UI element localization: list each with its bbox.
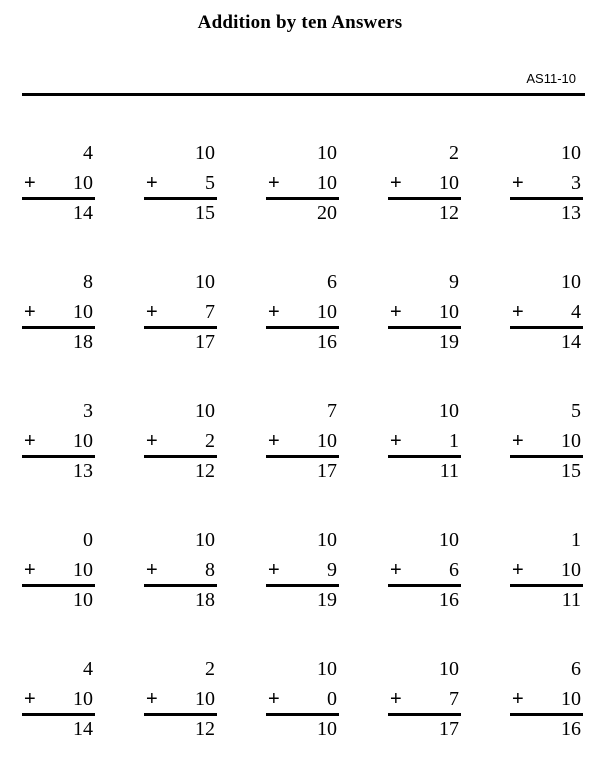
addend-top: 10 <box>195 529 215 551</box>
addition-problem <box>22 657 95 747</box>
addend-bottom: 10 <box>317 430 337 452</box>
sum-answer: 17 <box>317 460 337 482</box>
addend-bottom: 10 <box>439 172 459 194</box>
sum-line <box>144 584 217 587</box>
sum-answer: 15 <box>195 202 215 224</box>
addend-top: 1 <box>571 529 581 551</box>
addend-bottom: 10 <box>561 430 581 452</box>
addition-problem <box>266 270 339 360</box>
addition-problem <box>266 528 339 618</box>
addition-problem <box>510 399 583 489</box>
sum-line <box>22 713 95 716</box>
sum-line <box>388 197 461 200</box>
sum-answer: 20 <box>317 202 337 224</box>
addend-top: 10 <box>317 658 337 680</box>
addition-problem <box>22 528 95 618</box>
operator-row <box>388 558 459 582</box>
sum-answer: 14 <box>561 331 581 353</box>
addend-top: 10 <box>439 400 459 422</box>
addend-bottom: 10 <box>73 559 93 581</box>
operator-row <box>266 429 337 453</box>
addend-bottom: 0 <box>327 688 337 710</box>
addend-bottom: 10 <box>317 172 337 194</box>
sum-answer: 18 <box>195 589 215 611</box>
sum-answer: 11 <box>439 460 459 482</box>
addend-bottom: 4 <box>571 301 581 323</box>
sum-line <box>266 197 339 200</box>
sum-line <box>22 326 95 329</box>
operator-row <box>510 171 581 195</box>
operator-row <box>388 171 459 195</box>
plus-sign: + <box>268 430 280 452</box>
sum-line <box>388 455 461 458</box>
plus-sign: + <box>146 172 158 194</box>
addition-problem <box>144 270 217 360</box>
addition-problem <box>144 399 217 489</box>
addend-bottom: 10 <box>73 688 93 710</box>
plus-sign: + <box>268 301 280 323</box>
plus-sign: + <box>512 430 524 452</box>
sum-line <box>266 713 339 716</box>
addition-problem <box>388 141 461 231</box>
addend-bottom: 8 <box>205 559 215 581</box>
sum-line <box>266 455 339 458</box>
sum-line <box>510 584 583 587</box>
sum-answer: 11 <box>561 589 581 611</box>
addend-bottom: 5 <box>205 172 215 194</box>
addend-bottom: 10 <box>317 301 337 323</box>
addend-top: 10 <box>317 529 337 551</box>
plus-sign: + <box>24 559 36 581</box>
operator-row <box>510 558 581 582</box>
addend-bottom: 10 <box>195 688 215 710</box>
sum-line <box>266 326 339 329</box>
operator-row <box>266 171 337 195</box>
addend-bottom: 9 <box>327 559 337 581</box>
sum-answer: 18 <box>73 331 93 353</box>
plus-sign: + <box>512 559 524 581</box>
addend-bottom: 7 <box>205 301 215 323</box>
sum-line <box>144 455 217 458</box>
plus-sign: + <box>146 301 158 323</box>
sum-answer: 12 <box>439 202 459 224</box>
addition-problem <box>144 528 217 618</box>
addend-top: 2 <box>205 658 215 680</box>
sum-line <box>266 584 339 587</box>
addition-problem <box>266 657 339 747</box>
sum-line <box>510 713 583 716</box>
addend-top: 10 <box>561 271 581 293</box>
addend-bottom: 3 <box>571 172 581 194</box>
sum-line <box>22 197 95 200</box>
operator-row <box>22 300 93 324</box>
sum-answer: 14 <box>73 718 93 740</box>
addend-bottom: 10 <box>561 688 581 710</box>
sum-line <box>22 455 95 458</box>
addend-bottom: 6 <box>449 559 459 581</box>
operator-row <box>22 687 93 711</box>
addition-problem <box>144 141 217 231</box>
sum-answer: 10 <box>317 718 337 740</box>
addend-bottom: 10 <box>73 301 93 323</box>
plus-sign: + <box>512 688 524 710</box>
operator-row <box>22 558 93 582</box>
sum-line <box>388 326 461 329</box>
plus-sign: + <box>390 688 402 710</box>
sum-line <box>510 455 583 458</box>
plus-sign: + <box>24 172 36 194</box>
operator-row <box>144 558 215 582</box>
addend-bottom: 1 <box>449 430 459 452</box>
sum-line <box>388 584 461 587</box>
header-rule <box>22 93 585 96</box>
sum-answer: 14 <box>73 202 93 224</box>
addend-bottom: 10 <box>561 559 581 581</box>
addend-top: 3 <box>83 400 93 422</box>
addition-problem <box>144 657 217 747</box>
plus-sign: + <box>24 301 36 323</box>
worksheet-code: AS11-10 <box>526 71 576 86</box>
operator-row <box>510 300 581 324</box>
sum-answer: 17 <box>195 331 215 353</box>
addend-top: 6 <box>327 271 337 293</box>
plus-sign: + <box>390 559 402 581</box>
addition-problem <box>510 141 583 231</box>
addition-problem <box>510 270 583 360</box>
addend-bottom: 10 <box>73 430 93 452</box>
sum-answer: 12 <box>195 460 215 482</box>
operator-row <box>144 171 215 195</box>
operator-row <box>510 429 581 453</box>
operator-row <box>388 300 459 324</box>
operator-row <box>266 687 337 711</box>
addend-top: 10 <box>195 142 215 164</box>
addend-top: 10 <box>195 271 215 293</box>
operator-row <box>144 687 215 711</box>
addition-problem <box>388 270 461 360</box>
addition-problem <box>22 141 95 231</box>
addition-problem <box>22 270 95 360</box>
sum-answer: 17 <box>439 718 459 740</box>
sum-answer: 10 <box>73 589 93 611</box>
addition-problem <box>388 657 461 747</box>
plus-sign: + <box>390 172 402 194</box>
sum-line <box>144 713 217 716</box>
addend-top: 9 <box>449 271 459 293</box>
sum-line <box>510 326 583 329</box>
addend-bottom: 10 <box>73 172 93 194</box>
sum-line <box>144 197 217 200</box>
operator-row <box>266 558 337 582</box>
operator-row <box>266 300 337 324</box>
plus-sign: + <box>24 688 36 710</box>
sum-answer: 19 <box>317 589 337 611</box>
addend-bottom: 10 <box>439 301 459 323</box>
sum-answer: 19 <box>439 331 459 353</box>
plus-sign: + <box>268 688 280 710</box>
plus-sign: + <box>268 172 280 194</box>
plus-sign: + <box>146 559 158 581</box>
addend-top: 10 <box>439 529 459 551</box>
addend-top: 10 <box>317 142 337 164</box>
sum-line <box>388 713 461 716</box>
page-title: Addition by ten Answers <box>197 12 403 33</box>
addition-problem <box>510 657 583 747</box>
operator-row <box>22 171 93 195</box>
sum-line <box>510 197 583 200</box>
addition-problem <box>388 528 461 618</box>
sum-answer: 16 <box>561 718 581 740</box>
sum-answer: 13 <box>561 202 581 224</box>
addend-top: 8 <box>83 271 93 293</box>
addition-problem <box>266 141 339 231</box>
addend-bottom: 2 <box>205 430 215 452</box>
addend-top: 10 <box>561 142 581 164</box>
addition-problem <box>266 399 339 489</box>
addition-problem <box>510 528 583 618</box>
sum-answer: 12 <box>195 718 215 740</box>
plus-sign: + <box>512 301 524 323</box>
addition-problem <box>22 399 95 489</box>
operator-row <box>388 429 459 453</box>
operator-row <box>22 429 93 453</box>
addend-top: 4 <box>83 658 93 680</box>
problem-grid <box>22 141 585 747</box>
plus-sign: + <box>390 301 402 323</box>
plus-sign: + <box>146 688 158 710</box>
sum-answer: 16 <box>317 331 337 353</box>
plus-sign: + <box>24 430 36 452</box>
addend-top: 0 <box>83 529 93 551</box>
sum-line <box>22 584 95 587</box>
addend-bottom: 7 <box>449 688 459 710</box>
sum-answer: 13 <box>73 460 93 482</box>
addend-top: 10 <box>439 658 459 680</box>
plus-sign: + <box>390 430 402 452</box>
addend-top: 4 <box>83 142 93 164</box>
operator-row <box>144 300 215 324</box>
plus-sign: + <box>268 559 280 581</box>
operator-row <box>510 687 581 711</box>
addend-top: 7 <box>327 400 337 422</box>
addend-top: 6 <box>571 658 581 680</box>
addend-top: 2 <box>449 142 459 164</box>
addend-top: 10 <box>195 400 215 422</box>
sum-answer: 16 <box>439 589 459 611</box>
addition-problem <box>388 399 461 489</box>
operator-row <box>144 429 215 453</box>
sum-line <box>144 326 217 329</box>
sum-answer: 15 <box>561 460 581 482</box>
plus-sign: + <box>146 430 158 452</box>
operator-row <box>388 687 459 711</box>
plus-sign: + <box>512 172 524 194</box>
addend-top: 5 <box>571 400 581 422</box>
